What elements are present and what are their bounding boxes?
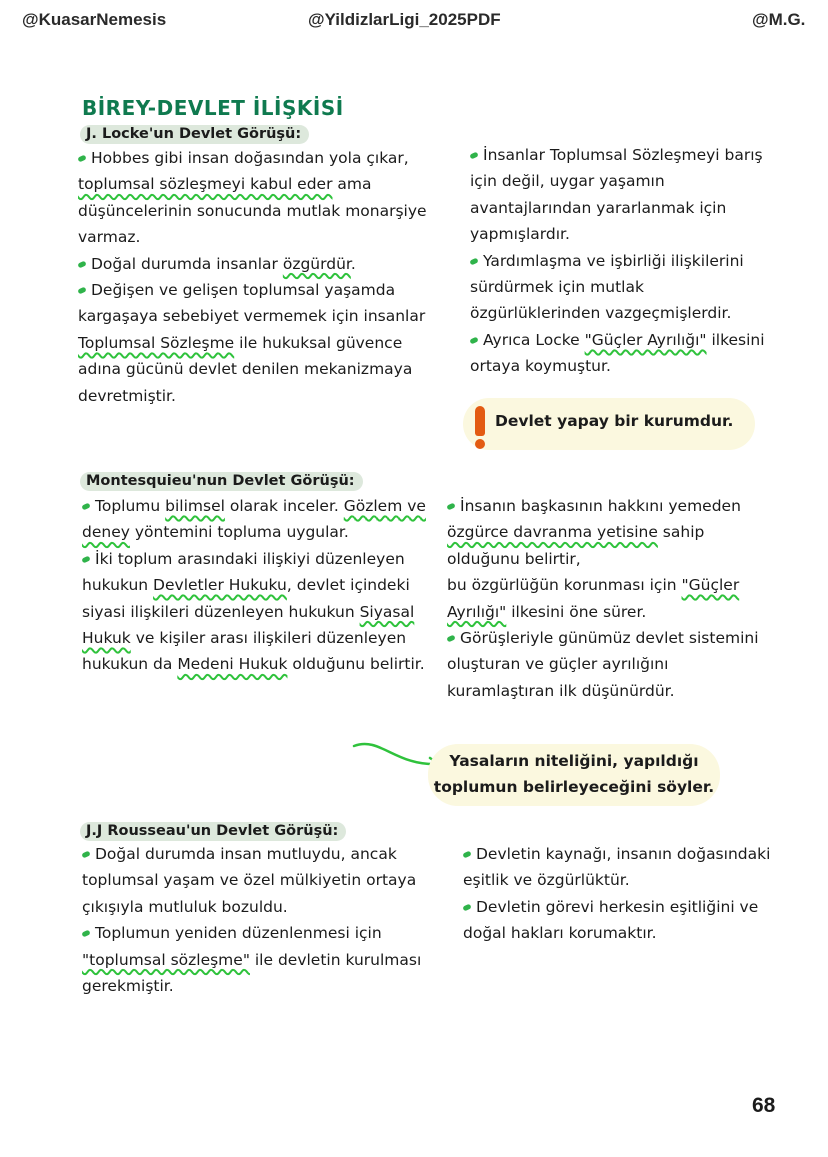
bullet-icon: [77, 260, 86, 268]
bullet-icon: [469, 257, 478, 265]
rousseau-left-item-1: Doğal durumda insan mutluydu, ancak toplumsal yaşam ve özel mülkiyetin ortaya çıkışıyla mutluluk bozuldu.: [82, 845, 417, 916]
locke-heading: J. Locke'un Devlet Görüşü:: [80, 125, 309, 144]
locke-note-text: Devlet yapay bir kurumdur.: [495, 412, 734, 430]
locke-right-item-2: Yardımlaşma ve işbirliği ilişkilerini sürdürmek için mutlak özgürlüklerinden vazgeçmişlerdir.: [470, 251, 744, 323]
montesquieu-heading: Montesquieu'nun Devlet Görüşü:: [80, 472, 363, 491]
montesquieu-right-item-3: Görüşleriyle günümüz devlet sistemini oluşturan ve güçler ayrılığını kuramlaştıran ilk düşünürdür.: [447, 629, 759, 700]
locke-left-item-1: Hobbes gibi insan doğasından yola çıkar, toplumsal sözleşmeyi kabul eder ama düşüncelerinin sonucunda mutlak monarşiye varmaz.: [78, 149, 427, 247]
rousseau-left-column: [82, 841, 432, 999]
bullet-icon: [81, 555, 90, 563]
montesquieu-right-item-2: bu özgürlüğün korunması için "Güçler Ayrılığı" ilkesini öne sürer.: [447, 576, 740, 621]
bullet-icon: [446, 635, 455, 643]
bullet-icon: [81, 503, 90, 511]
header-left-handle: @KuasarNemesis: [22, 10, 167, 29]
bullet-icon: [462, 903, 471, 911]
montesquieu-note-line-2: toplumun belirleyeceğini söyler.: [433, 778, 715, 796]
header-center-handle: @YildizlarLigi_2025PDF: [308, 10, 501, 29]
montesquieu-left-item-2: İki toplum arasındaki ilişkiyi düzenleyen hukukun Devletler Hukuku, devlet içindeki siyasi ilişkileri düzenleyen hukukun Siyasal Hukuk ve kişiler arası ilişkileri düzenleyen hukukun da Medeni Hukuk olduğunu belirtir.: [82, 549, 425, 674]
locke-left-column: [78, 145, 433, 409]
page-title: BİREY-DEVLET İLİŞKİSİ: [82, 96, 344, 120]
locke-left-item-2: Doğal durumda insanlar özgürdür.: [78, 251, 433, 277]
bullet-icon: [81, 930, 90, 938]
header-right-handle: @M.G.: [752, 10, 806, 29]
montesquieu-left-item-1: Toplumu bilimsel olarak inceler. Gözlem ve deney yöntemini topluma uygular.: [82, 497, 426, 542]
bullet-icon: [469, 152, 478, 160]
montesquieu-note-line-1: Yasaların niteliğini, yapıldığı: [449, 752, 699, 770]
rousseau-right-item-2: Devletin görevi herkesin eşitliğini ve doğal hakları korumaktır.: [463, 897, 759, 943]
bullet-icon: [77, 287, 86, 295]
locke-left-item-3: Değişen ve gelişen toplumsal yaşamda kargaşaya sebebiyet vermemek için insanlar Toplumsal Sözleşme ile hukuksal güvence adına gücünü devlet denilen mekanizmaya devretmiştir.: [78, 281, 426, 405]
rousseau-heading: J.J Rousseau'un Devlet Görüşü:: [80, 822, 346, 841]
locke-right-item-1: İnsanlar Toplumsal Sözleşmeyi barış için değil, uygar yaşamın avantajlarından yararlanmak için yapmışlardır.: [470, 146, 763, 244]
rousseau-right-column: [463, 841, 778, 947]
exclamation-icon: [475, 406, 485, 450]
montesquieu-right-column: [447, 493, 777, 704]
page-number: 68: [752, 1094, 776, 1117]
bullet-icon: [446, 503, 455, 511]
locke-right-item-3: Ayrıca Locke "Güçler Ayrılığı" ilkesini ortaya koymuştur.: [470, 330, 765, 376]
bullet-icon: [462, 851, 471, 859]
montesquieu-key-note: [428, 744, 720, 806]
montesquieu-right-item-1: İnsanın başkasının hakkını yemeden özgürce davranma yetisine sahip olduğunu belirtir,: [447, 497, 741, 568]
locke-key-note: [463, 398, 755, 450]
bullet-icon: [469, 336, 478, 344]
bullet-icon: [77, 155, 86, 163]
rousseau-right-item-1: Devletin kaynağı, insanın doğasındaki eşitlik ve özgürlüktür.: [463, 845, 771, 890]
bullet-icon: [81, 851, 90, 859]
locke-right-column: [470, 142, 775, 380]
montesquieu-left-column: [82, 493, 427, 678]
rousseau-left-item-2: Toplumun yeniden düzenlenmesi için "toplumsal sözleşme" ile devletin kurulması gerekmiştir.: [82, 924, 422, 996]
